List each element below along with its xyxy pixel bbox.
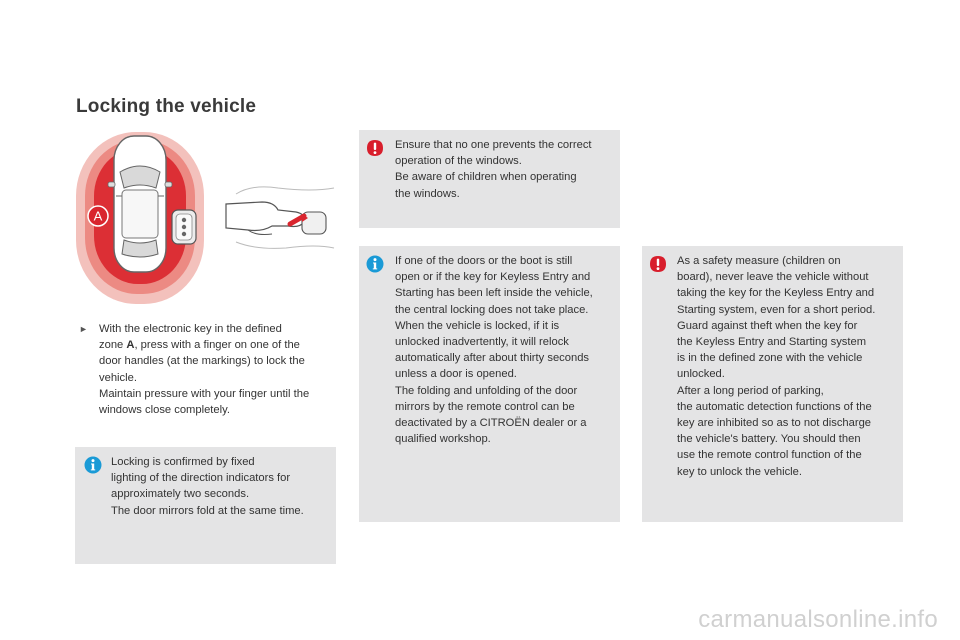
- keyless-zone-illustration: [76, 132, 344, 304]
- car-top-view-icon: [108, 136, 172, 272]
- info-icon: [84, 456, 102, 474]
- zone-reference: A: [126, 339, 135, 352]
- instruction-line: Maintain pressure with your finger until the: [99, 387, 310, 400]
- note-line: key are inhibited so as to not discharge: [677, 417, 872, 430]
- note-line: unless a door is opened.: [395, 368, 517, 381]
- bullet-arrow-icon: ►: [79, 324, 88, 334]
- warning-note-safety: [642, 246, 903, 522]
- note-line: operation of the windows.: [395, 155, 522, 168]
- zone-a-marker: [88, 206, 108, 226]
- note-line: automatically after about thirty seconds: [395, 352, 590, 365]
- note-line: If one of the doors or the boot is still: [395, 255, 573, 267]
- note-line: unlocked inadvertently, it will relock: [395, 336, 569, 349]
- note-line: taking the key for the Keyless Entry and: [677, 287, 875, 300]
- note-line: is in the defined zone with the vehicle: [677, 352, 863, 365]
- instruction-line: windows close completely.: [99, 404, 230, 417]
- note-line: the central locking does not take place.: [395, 303, 589, 316]
- note-line: lighting of the direction indicators for: [111, 472, 291, 485]
- note-line: the Keyless Entry and Starting system: [677, 336, 867, 349]
- zone-a-label: A: [93, 208, 103, 224]
- note-line: unlocked.: [677, 368, 725, 381]
- instruction-line: door handles (at the markings) to lock the: [99, 355, 305, 368]
- note-line: the vehicle's battery. You should then: [677, 433, 861, 446]
- note-line: use the remote control function of the: [677, 449, 862, 462]
- electronic-key-icon: [172, 210, 196, 244]
- instruction-line: zone A, press with a finger on one of the: [99, 339, 300, 352]
- note-line: key to unlock the vehicle.: [677, 465, 802, 478]
- page-title: Locking the vehicle: [76, 96, 257, 117]
- note-line: Be aware of children when operating: [395, 171, 577, 184]
- note-line: mirrors by the remote control can be: [395, 400, 575, 413]
- note-line: After a long period of parking,: [677, 384, 824, 397]
- hand-on-door-handle-icon: [226, 187, 334, 249]
- instruction-line: vehicle.: [99, 371, 137, 384]
- note-line: board), never leave the vehicle without: [677, 271, 869, 284]
- note-line: As a safety measure (children on: [677, 255, 841, 267]
- note-line: When the vehicle is locked, if it is: [395, 319, 560, 332]
- note-line: the automatic detection functions of the: [677, 400, 872, 413]
- note-line: open or if the key for Keyless Entry and: [395, 271, 591, 284]
- note-line: The door mirrors fold at the same time.: [111, 504, 304, 517]
- info-note-locking-confirmation: [75, 447, 336, 564]
- note-line: deactivated by a CITROËN dealer or a: [395, 417, 587, 430]
- warning-note-windows: [359, 130, 620, 228]
- locking-instruction: [79, 321, 335, 418]
- note-line: The folding and unfolding of the door: [395, 384, 578, 397]
- note-line: Starting has been left inside the vehicle,: [395, 287, 593, 300]
- note-line: Starting system, even for a short period.: [677, 303, 876, 316]
- warning-icon: [366, 139, 384, 157]
- note-line: qualified workshop.: [395, 433, 491, 446]
- note-line: Locking is confirmed by fixed: [111, 456, 255, 468]
- note-line: Ensure that no one prevents the correct: [395, 139, 592, 151]
- note-line: the windows.: [395, 187, 460, 200]
- info-icon: [366, 255, 384, 273]
- warning-icon: [649, 255, 667, 273]
- note-line: Guard against theft when the key for: [677, 319, 858, 332]
- note-line: approximately two seconds.: [111, 488, 250, 501]
- info-note-central-locking: [359, 246, 620, 522]
- watermark: carmanualsonline.info: [698, 606, 938, 633]
- instruction-line: With the electronic key in the defined: [99, 323, 282, 335]
